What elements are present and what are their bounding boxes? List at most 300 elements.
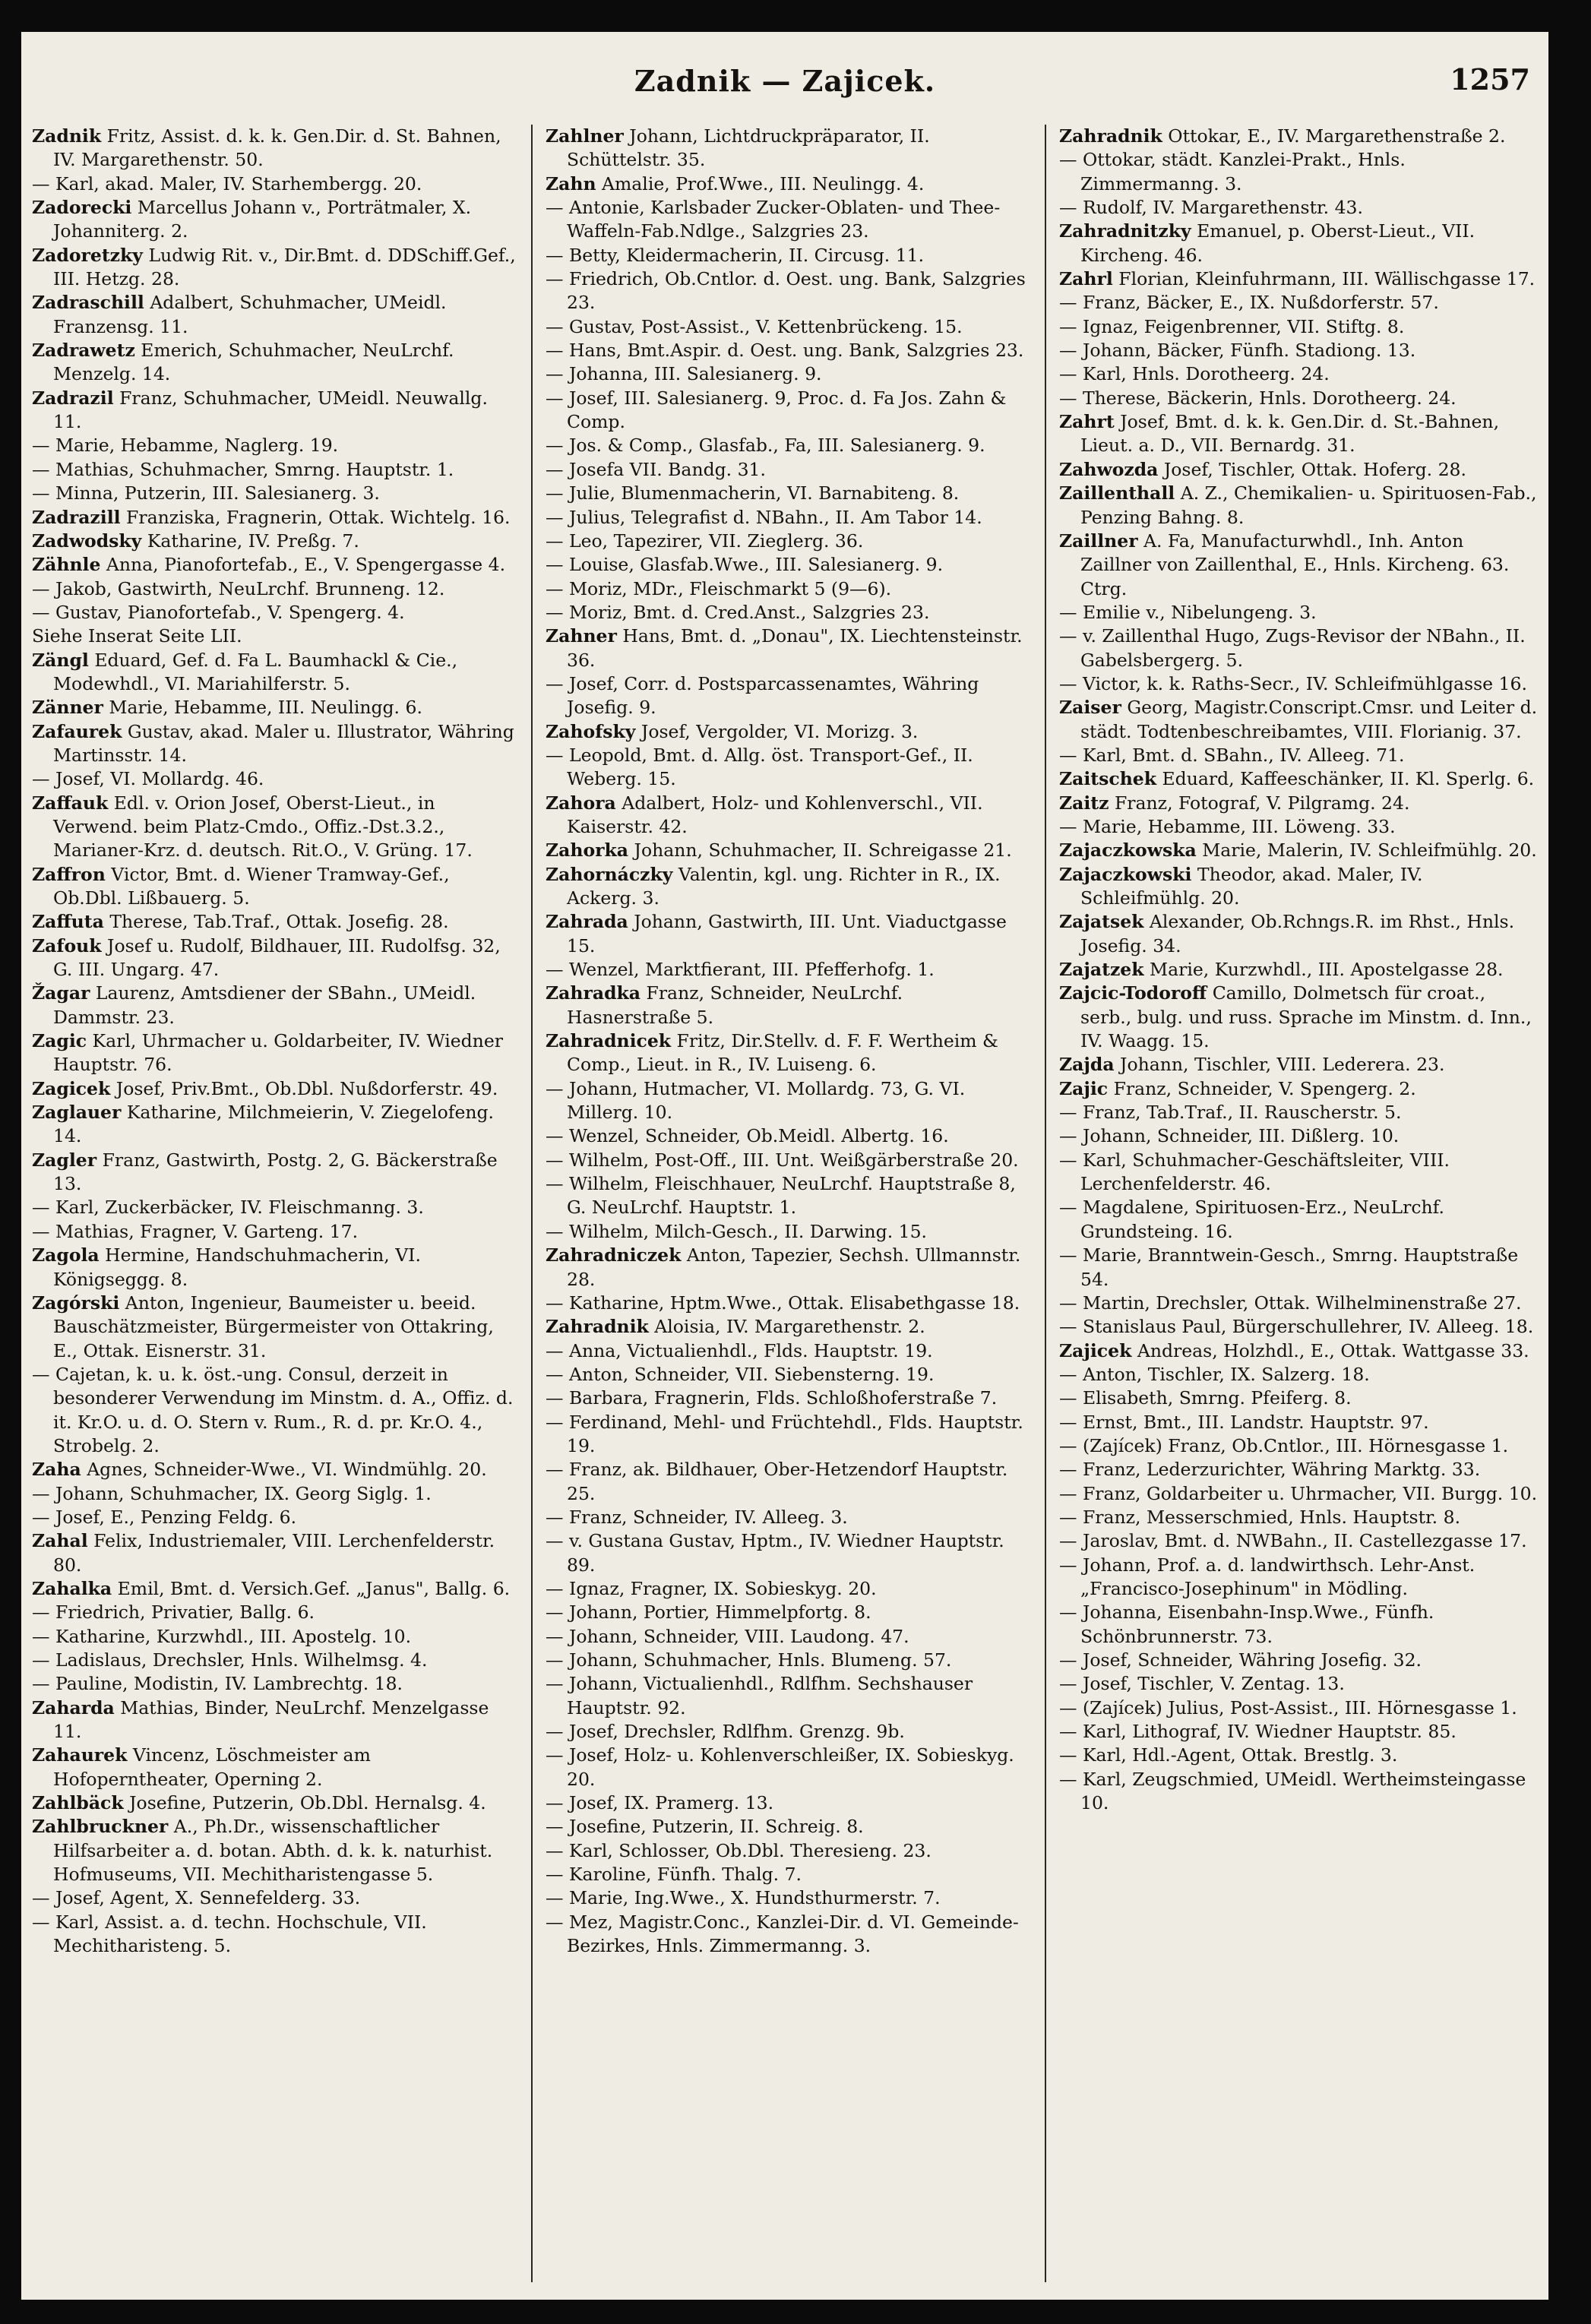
- entry-surname: Zahradniczek: [546, 1244, 682, 1266]
- entry-details: Franz, Schneider, NeuLrchf. Hasnerstraße 5.: [567, 982, 903, 1028]
- entry-details: Johann, Schuhmacher, II. Schreigasse 21.: [634, 839, 1012, 862]
- directory-entry: [546, 339, 1032, 362]
- entry-details: — Josef, III. Salesianerg. 9, Proc. d. Fa Jos. Zahn & Comp.: [546, 387, 1007, 433]
- entry-details: — Jaroslav, Bmt. d. NWBahn., II. Castellezgasse 17.: [1059, 1530, 1527, 1552]
- running-head: Zadnik — Zajicek.: [634, 64, 936, 98]
- directory-entry: [546, 1529, 1032, 1577]
- directory-entry: [1059, 1434, 1538, 1458]
- entry-surname: Zahorka: [546, 839, 629, 862]
- directory-entry: [1059, 196, 1538, 220]
- directory-entry: [546, 267, 1032, 315]
- entry-surname: Zajaczkowska: [1059, 839, 1197, 862]
- directory-entry: [32, 1029, 518, 1077]
- directory-entry: [1059, 982, 1538, 1053]
- entry-details: Fritz, Assist. d. k. k. Gen.Dir. d. St. Bahnen, IV. Margarethenstr. 50.: [53, 125, 501, 171]
- entry-details: — (Zajícek) Franz, Ob.Cntlor., III. Hörnesgasse 1.: [1059, 1434, 1509, 1456]
- entry-details: Hans, Bmt. d. „Donau", IX. Liechtensteinstr. 36.: [567, 625, 1023, 671]
- directory-entry: [32, 1292, 518, 1363]
- page-header: [21, 53, 1548, 114]
- entry-details: Felix, Industriemaler, VIII. Lerchenfelderstr. 80.: [53, 1530, 495, 1576]
- directory-entry: [546, 458, 1032, 482]
- directory-entry: [32, 649, 518, 697]
- entry-details: Hermine, Handschuhmacherin, VI. Königseggg. 8.: [53, 1244, 421, 1290]
- entry-details: — Wenzel, Schneider, Ob.Meidl. Albertg. 16.: [546, 1125, 949, 1147]
- entry-details: Agnes, Schneider-Wwe., VI. Windmühlg. 20.: [87, 1459, 487, 1481]
- entry-surname: Zahradnik: [1059, 125, 1162, 147]
- entry-details: — Rudolf, IV. Margarethenstr. 43.: [1059, 197, 1363, 219]
- entry-details: — Leo, Tapezirer, VII. Zieglerg. 36.: [546, 530, 864, 552]
- entry-details: — Karl, Zeugschmied, UMeidl. Wertheimsteingasse 10.: [1059, 1768, 1526, 1814]
- entry-details: — Josefine, Putzerin, II. Schreig. 8.: [546, 1816, 864, 1838]
- entry-details: Andreas, Holzhdl., E., Ottak. Wattgasse 33.: [1137, 1339, 1529, 1361]
- entry-surname: Zagler: [32, 1149, 97, 1171]
- directory-entry: [1059, 624, 1538, 672]
- directory-entry: [32, 1506, 518, 1529]
- directory-entry: [546, 1339, 1032, 1363]
- directory-entry: [1059, 315, 1538, 339]
- entry-details: Josefine, Putzerin, Ob.Dbl. Hernalsg. 4.: [129, 1792, 486, 1814]
- entry-details: Marie, Hebamme, III. Neulingg. 6.: [109, 697, 422, 719]
- directory-entry: [32, 291, 518, 339]
- entry-details: Johann, Tischler, VIII. Lederera. 23.: [1120, 1054, 1445, 1076]
- directory-entry: [546, 982, 1032, 1029]
- entry-details: — Marie, Hebamme, III. Löweng. 33.: [1059, 815, 1396, 837]
- entry-details: — Julius, Telegrafist d. NBahn., II. Am Tabor 14.: [546, 506, 982, 528]
- directory-entry: [32, 434, 518, 457]
- entry-surname: Zadrawetz: [32, 340, 135, 362]
- entry-surname: Zahwozda: [1059, 458, 1159, 480]
- entry-details: — Cajetan, k. u. k. öst.-ung. Consul, derzeit in besonderer Verwendung im Minstm. d. A., Offiz. d. it. Kr.O. u. d. O. Stern v. Rum., R. d. pr. Kr.O. 4., Strobelg. 2.: [32, 1363, 514, 1456]
- entry-details: — Josef, IX. Pramerg. 13.: [546, 1792, 774, 1814]
- entry-details: Josef u. Rudolf, Bildhauer, III. Rudolfsg. 32, G. III. Ungarg. 47.: [53, 934, 501, 981]
- entry-details: Emil, Bmt. d. Versich.Gef. „Janus", Ballg. 6.: [117, 1577, 511, 1599]
- entry-details: A. Z., Chemikalien- u. Spirituosen-Fab., Penzing Bahng. 8.: [1080, 482, 1537, 528]
- directory-entry: [32, 1696, 518, 1744]
- entry-surname: Zadnik: [32, 125, 102, 147]
- directory-entry: [546, 482, 1032, 505]
- directory-entry: [32, 1625, 518, 1649]
- directory-entry: [32, 863, 518, 911]
- directory-entry: [546, 196, 1032, 244]
- directory-entry: [1059, 1244, 1538, 1292]
- directory-entry: [546, 672, 1032, 720]
- directory-entry: [32, 1815, 518, 1886]
- entry-details: Franz, Schneider, V. Spengerg. 2.: [1113, 1077, 1416, 1099]
- entry-surname: Zahornáczky: [546, 863, 673, 885]
- entry-details: Camillo, Dolmetsch für croat., serb., bulg. und russ. Sprache im Minstm. d. Inn., IV. Waagg. 15.: [1080, 982, 1532, 1052]
- entry-surname: Zahaurek: [32, 1744, 128, 1766]
- directory-entry: [1059, 1363, 1538, 1386]
- entry-details: — Minna, Putzerin, III. Salesianerg. 3.: [32, 482, 380, 504]
- entry-details: Franziska, Fragnerin, Ottak. Wichtelg. 16.: [126, 506, 511, 528]
- entry-details: Therese, Tab.Traf., Ottak. Josefig. 28.: [109, 911, 449, 933]
- directory-entry: [546, 387, 1032, 435]
- entry-details: — Franz, Schneider, IV. Alleeg. 3.: [546, 1506, 848, 1528]
- directory-entry: [1059, 1292, 1538, 1315]
- directory-entry: [546, 1649, 1032, 1672]
- entry-details: — Ernst, Bmt., III. Landstr. Hauptstr. 97.: [1059, 1411, 1429, 1433]
- entry-surname: Zaharda: [32, 1696, 115, 1718]
- directory-entry: [32, 506, 518, 530]
- entry-surname: Zagórski: [32, 1292, 120, 1314]
- entry-details: Aloisia, IV. Margarethenstr. 2.: [654, 1316, 925, 1338]
- column-1: [32, 125, 518, 2286]
- entry-details: Ottokar, E., IV. Margarethenstraße 2.: [1168, 125, 1506, 147]
- directory-entry: [1059, 1053, 1538, 1077]
- directory-entry: [546, 1386, 1032, 1410]
- entry-details: — Johann, Prof. a. d. landwirthsch. Lehr-Anst. „Francisco-Josephinum" in Mödling.: [1059, 1554, 1476, 1599]
- directory-entry: [546, 1815, 1032, 1839]
- directory-entry: [1059, 1649, 1538, 1672]
- entry-surname: Zänner: [32, 697, 103, 719]
- entry-details: — Emilie v., Nibelungeng. 3.: [1059, 601, 1317, 623]
- column-divider: [1045, 125, 1046, 2282]
- column-divider: [531, 125, 533, 2282]
- directory-entry: [32, 482, 518, 505]
- entry-details: — Wilhelm, Fleischhauer, NeuLrchf. Hauptstraße 8, G. NeuLrchf. Hauptstr. 1.: [546, 1173, 1016, 1219]
- directory-entry: [1059, 125, 1538, 148]
- entry-details: — Franz, Messerschmied, Hnls. Hauptstr. 8.: [1059, 1506, 1461, 1528]
- directory-entry: [546, 1672, 1032, 1720]
- directory-entry: [32, 720, 518, 768]
- entry-surname: Zadoretzky: [32, 244, 143, 266]
- entry-details: Fritz, Dir.Stellv. d. F. F. Wertheim & Comp., Lieut. in R., IV. Luiseng. 6.: [567, 1030, 998, 1076]
- entry-details: — Johann, Schuhmacher, IX. Georg Siglg. 1.: [32, 1482, 432, 1504]
- entry-details: Marie, Kurzwhdl., III. Apostelgasse 28.: [1150, 959, 1504, 981]
- directory-entry: [32, 1529, 518, 1577]
- entry-details: Laurenz, Amtsdiener der SBahn., UMeidl. Dammstr. 23.: [53, 982, 476, 1028]
- directory-entry: [1059, 1315, 1538, 1339]
- directory-entry: [32, 458, 518, 482]
- entry-details: — v. Gustana Gustav, Hptm., IV. Wiedner Hauptstr. 89.: [546, 1530, 1004, 1576]
- directory-entry: [32, 1601, 518, 1624]
- directory-entry: [1059, 1696, 1538, 1720]
- directory-entry: [32, 1482, 518, 1506]
- entry-details: — Ferdinand, Mehl- und Früchtehdl., Flds. Hauptstr. 19.: [546, 1411, 1023, 1456]
- directory-entry: [32, 339, 518, 387]
- directory-entry: [546, 530, 1032, 553]
- entry-surname: Zahn: [546, 172, 596, 194]
- column-3: [1059, 125, 1538, 2286]
- directory-entry: [546, 244, 1032, 267]
- directory-entry: [1059, 672, 1538, 696]
- entry-details: — Betty, Kleidermacherin, II. Circusg. 11.: [546, 244, 925, 266]
- entry-details: A. Fa, Manufacturwhdl., Inh. Anton Zaillner von Zaillenthal, E., Hnls. Kircheng. 63. Ctrg.: [1080, 530, 1510, 599]
- directory-entry: [546, 1506, 1032, 1529]
- directory-entry: [1059, 1720, 1538, 1744]
- directory-entry: [32, 1077, 518, 1101]
- directory-entry: [1059, 958, 1538, 982]
- entry-details: Alexander, Ob.Rchngs.R. im Rhst., Hnls. Josefig. 34.: [1080, 911, 1515, 956]
- entry-surname: Zahlbäck: [32, 1792, 124, 1814]
- entry-details: — Josef, Drechsler, Rdlfhm. Grenzg. 9b.: [546, 1721, 905, 1743]
- directory-entry: [1059, 767, 1538, 791]
- entry-details: Karl, Uhrmacher u. Goldarbeiter, IV. Wiedner Hauptstr. 76.: [53, 1030, 503, 1076]
- directory-entry: [32, 1363, 518, 1458]
- directory-entry: [546, 125, 1032, 172]
- entry-details: — Friedrich, Ob.Cntlor. d. Oest. ung. Bank, Salzgries 23.: [546, 268, 1026, 314]
- entry-details: — (Zajícek) Julius, Post-Assist., III. Hörnesgasse 1.: [1059, 1696, 1517, 1718]
- entry-surname: Zahner: [546, 625, 617, 647]
- entry-surname: Zadraschill: [32, 292, 144, 314]
- entry-details: — Katharine, Kurzwhdl., III. Apostelg. 10.: [32, 1625, 412, 1647]
- directory-entry: [546, 839, 1032, 862]
- directory-entry: [1059, 1744, 1538, 1767]
- entry-surname: Žagar: [32, 982, 90, 1004]
- entry-details: — Gustav, Post-Assist., V. Kettenbrückeng. 15.: [546, 315, 963, 337]
- entry-details: Gustav, akad. Maler u. Illustrator, Währing Martinsstr. 14.: [53, 720, 514, 766]
- entry-details: Florian, Kleinfuhrmann, III. Wällischgasse 17.: [1118, 268, 1536, 290]
- entry-details: — Gustav, Pianofortefab., V. Spengerg. 4.: [32, 601, 405, 623]
- entry-surname: Zahrt: [1059, 411, 1115, 433]
- directory-entry: [1059, 1601, 1538, 1649]
- directory-entry: [32, 1649, 518, 1672]
- entry-details: — Josef, Tischler, V. Zentag. 13.: [1059, 1673, 1345, 1695]
- directory-entry: [546, 1244, 1032, 1292]
- directory-entry: [1059, 1149, 1538, 1197]
- entry-details: — Anna, Victualienhdl., Flds. Hauptstr. 19.: [546, 1339, 933, 1361]
- entry-details: — Karl, Schlosser, Ob.Dbl. Theresieng. 23.: [546, 1839, 932, 1861]
- entry-details: — Mathias, Fragner, V. Garteng. 17.: [32, 1220, 359, 1242]
- directory-entry: [1059, 1506, 1538, 1529]
- directory-entry: [546, 577, 1032, 601]
- directory-entry: [1059, 696, 1538, 744]
- entry-details: — Josef, Schneider, Währing Josefig. 32.: [1059, 1649, 1422, 1671]
- directory-entry: [546, 1863, 1032, 1886]
- entry-details: — Marie, Branntwein-Gesch., Smrng. Hauptstraße 54.: [1059, 1244, 1519, 1290]
- directory-entry: [1059, 1482, 1538, 1506]
- directory-entry: [546, 1791, 1032, 1815]
- directory-entry: [32, 1458, 518, 1481]
- directory-entry: [1059, 410, 1538, 458]
- directory-entry: [546, 434, 1032, 457]
- directory-entry: [546, 744, 1032, 792]
- directory-entry: [32, 1791, 518, 1815]
- directory-entry: [546, 1124, 1032, 1148]
- directory-entry: [1059, 291, 1538, 315]
- directory-entry: [1059, 863, 1538, 911]
- entry-details: — Elisabeth, Smrng. Pfeiferg. 8.: [1059, 1387, 1352, 1409]
- entry-details: Victor, Bmt. d. Wiener Tramway-Gef., Ob.Dbl. Lißbauerg. 5.: [53, 863, 450, 909]
- entry-surname: Zahrada: [546, 911, 628, 933]
- directory-entry: [546, 362, 1032, 386]
- entry-details: — Johann, Schneider, III. Dißlerg. 10.: [1059, 1125, 1400, 1147]
- entry-details: Edl. v. Orion Josef, Oberst-Lieut., in Verwend. beim Platz-Cmdo., Offiz.-Dst.3.2., Marianer-Krz. d. deutsch. Rit.O., V. Grüng. 17.: [53, 792, 473, 862]
- directory-entry: [1059, 1077, 1538, 1101]
- entry-details: Georg, Magistr.Conscript.Cmsr. und Leiter d. städt. Todtenbeschreibamtes, VIII. Florianig. 37.: [1080, 697, 1538, 742]
- directory-entry: [32, 1196, 518, 1219]
- entry-surname: Zajatzek: [1059, 959, 1144, 981]
- entry-surname: Zahalka: [32, 1577, 112, 1599]
- column-2: [546, 125, 1032, 2286]
- entry-surname: Zafaurek: [32, 720, 122, 742]
- directory-entry: [32, 1149, 518, 1197]
- entry-details: — Josefa VII. Bandg. 31.: [546, 458, 766, 480]
- entry-details: Marcellus Johann v., Porträtmaler, X. Johanniterg. 2.: [53, 197, 472, 242]
- entry-details: — Josef, E., Penzing Feldg. 6.: [32, 1506, 297, 1528]
- entry-details: Eduard, Kaffeeschänker, II. Kl. Sperlg. 6.: [1162, 768, 1535, 790]
- entry-details: Amalie, Prof.Wwe., III. Neulingg. 4.: [602, 172, 925, 194]
- entry-details: — Ignaz, Fragner, IX. Sobieskyg. 20.: [546, 1577, 877, 1599]
- directory-page: [21, 32, 1548, 2300]
- entry-details: — Antonie, Karlsbader Zucker-Oblaten- und Thee-Waffeln-Fab.Ndlge., Salzgries 23.: [546, 197, 1001, 242]
- entry-details: — Franz, Bäcker, E., IX. Nußdorferstr. 57.: [1059, 292, 1439, 314]
- directory-entry: [546, 1292, 1032, 1315]
- directory-entry: [546, 172, 1032, 196]
- entry-details: — Johann, Hutmacher, VI. Mollardg. 73, G. VI. Millerg. 10.: [546, 1077, 966, 1124]
- directory-entry: [546, 315, 1032, 339]
- entry-details: — Franz, Goldarbeiter u. Uhrmacher, VII. Burgg. 10.: [1059, 1482, 1538, 1504]
- directory-entry: [1059, 387, 1538, 410]
- entry-details: — Johann, Schuhmacher, Hnls. Blumeng. 57.: [546, 1649, 952, 1671]
- directory-entry: [32, 1744, 518, 1791]
- entry-details: — Stanislaus Paul, Bürgerschullehrer, IV. Alleeg. 18.: [1059, 1316, 1534, 1338]
- entry-surname: Zaffuta: [32, 911, 104, 933]
- entry-surname: Zagic: [32, 1030, 87, 1052]
- entry-surname: Zajicek: [1059, 1339, 1132, 1361]
- directory-entry: [32, 934, 518, 982]
- entry-details: — Anton, Tischler, IX. Salzerg. 18.: [1059, 1363, 1370, 1385]
- directory-entry: [1059, 792, 1538, 815]
- directory-entry: [546, 1577, 1032, 1601]
- directory-entry: [1059, 1529, 1538, 1553]
- entry-details: Siehe Inserat Seite LII.: [32, 625, 242, 647]
- directory-entry: [546, 863, 1032, 911]
- entry-surname: Zaiser: [1059, 697, 1121, 719]
- directory-entry: [1059, 601, 1538, 624]
- directory-entry: [546, 1172, 1032, 1220]
- entry-details: Eduard, Gef. d. Fa L. Baumhackl & Cie., Modewhdl., VI. Mariahilferstr. 5.: [53, 649, 458, 694]
- entry-details: Emerich, Schuhmacher, NeuLrchf. Menzelg. 14.: [53, 340, 454, 385]
- entry-surname: Zahrl: [1059, 268, 1113, 290]
- directory-entry: [32, 982, 518, 1029]
- directory-entry: [32, 1220, 518, 1244]
- directory-columns: [32, 125, 1538, 2286]
- entry-details: — Karl, Hdl.-Agent, Ottak. Brestlg. 3.: [1059, 1744, 1398, 1766]
- entry-surname: Zajatsek: [1059, 911, 1144, 933]
- entry-surname: Zaillenthall: [1059, 482, 1175, 504]
- directory-entry: [1059, 910, 1538, 958]
- directory-entry: [546, 1911, 1032, 1959]
- entry-details: A., Ph.Dr., wissenschaftlicher Hilfsarbeiter a. d. botan. Abth. d. k. k. naturhist. Hofmuseums, VII. Mechitharistengasse 5.: [53, 1816, 493, 1886]
- entry-details: Adalbert, Holz- und Kohlenverschl., VII. Kaiserstr. 42.: [567, 792, 983, 837]
- entry-details: — Mathias, Schuhmacher, Smrng. Hauptstr. 1.: [32, 458, 454, 480]
- directory-entry: [1059, 362, 1538, 386]
- entry-details: — Franz, Tab.Traf., II. Rauscherstr. 5.: [1059, 1102, 1402, 1124]
- directory-entry: [32, 910, 518, 934]
- entry-details: Ludwig Rit. v., Dir.Bmt. d. DDSchiff.Gef., III. Hetzg. 28.: [53, 244, 516, 290]
- entry-details: Marie, Malerin, IV. Schleifmühlg. 20.: [1202, 839, 1537, 862]
- entry-details: — Martin, Drechsler, Ottak. Wilhelminenstraße 27.: [1059, 1292, 1522, 1314]
- directory-entry: [1059, 1554, 1538, 1602]
- entry-details: Josef, Bmt. d. k. k. Gen.Dir. d. St.-Bahnen, Lieut. a. D., VII. Bernardg. 31.: [1080, 411, 1500, 457]
- entry-surname: Zahradka: [546, 982, 641, 1004]
- entry-surname: Zaillner: [1059, 530, 1138, 552]
- directory-entry: [32, 244, 518, 292]
- directory-entry: [546, 1149, 1032, 1172]
- entry-details: — Karl, Schuhmacher-Geschäftsleiter, VIII. Lerchenfelderstr. 46.: [1059, 1149, 1450, 1195]
- entry-surname: Zahradnitzky: [1059, 220, 1191, 242]
- entry-details: Johann, Lichtdruckpräparator, II. Schüttelstr. 35.: [567, 125, 930, 171]
- entry-surname: Zagicek: [32, 1077, 111, 1099]
- entry-details: Katharine, Milchmeierin, V. Ziegelofeng. 14.: [53, 1102, 495, 1147]
- directory-entry: [546, 624, 1032, 672]
- entry-details: — Karl, Zuckerbäcker, IV. Fleischmanng. 3.: [32, 1197, 424, 1219]
- entry-details: Johann, Gastwirth, III. Unt. Viaductgasse 15.: [567, 911, 1007, 956]
- entry-details: — Karl, Hnls. Dorotheerg. 24.: [1059, 363, 1330, 385]
- entry-details: — Barbara, Fragnerin, Flds. Schloßhoferstraße 7.: [546, 1387, 998, 1409]
- entry-surname: Zadorecki: [32, 197, 132, 219]
- entry-surname: Zaha: [32, 1459, 81, 1481]
- entry-surname: Zängl: [32, 649, 89, 671]
- entry-details: Emanuel, p. Oberst-Lieut., VII. Kircheng. 46.: [1080, 220, 1476, 266]
- entry-details: Adalbert, Schuhmacher, UMeidl. Franzensg. 11.: [53, 292, 447, 337]
- directory-entry: [1059, 1672, 1538, 1696]
- entry-details: Josef, Tischler, Ottak. Hoferg. 28.: [1163, 458, 1466, 480]
- entry-details: Josef, Vergolder, VI. Morizg. 3.: [641, 720, 919, 742]
- entry-details: — Victor, k. k. Raths-Secr., IV. Schleifmühlgasse 16.: [1059, 672, 1527, 694]
- directory-entry: [1059, 482, 1538, 530]
- directory-entry: [32, 767, 518, 791]
- entry-details: — Karoline, Fünfh. Thalg. 7.: [546, 1864, 802, 1886]
- directory-entry: [32, 1244, 518, 1292]
- entry-details: — Marie, Ing.Wwe., X. Hundsthurmerstr. 7.: [546, 1887, 941, 1909]
- directory-entry: [32, 577, 518, 601]
- directory-entry: [32, 172, 518, 196]
- entry-details: — Moriz, MDr., Fleischmarkt 5 (9—6).: [546, 577, 892, 599]
- directory-entry: [1059, 1386, 1538, 1410]
- entry-details: — Jakob, Gastwirth, NeuLrchf. Brunneng. 12.: [32, 577, 445, 599]
- directory-entry: [546, 1601, 1032, 1624]
- entry-surname: Zaglauer: [32, 1102, 122, 1124]
- entry-details: Anna, Pianofortefab., E., V. Spengergasse 4.: [106, 554, 506, 576]
- entry-details: — Pauline, Modistin, IV. Lambrechtg. 18.: [32, 1673, 403, 1695]
- entry-details: — Therese, Bäckerin, Hnls. Dorotheerg. 24.: [1059, 387, 1457, 409]
- entry-surname: Zaffauk: [32, 792, 109, 814]
- entry-details: — Leopold, Bmt. d. Allg. öst. Transport-Gef., II. Weberg. 15.: [546, 744, 973, 790]
- entry-details: — Karl, akad. Maler, IV. Starhembergg. 20.: [32, 172, 422, 194]
- entry-details: — Johann, Schneider, VIII. Laudong. 47.: [546, 1625, 909, 1647]
- directory-entry: [32, 387, 518, 435]
- entry-details: — Josef, VI. Mollardg. 46.: [32, 768, 264, 790]
- directory-entry: [546, 792, 1032, 839]
- entry-details: — Johanna, III. Salesianerg. 9.: [546, 363, 822, 385]
- entry-details: Franz, Schuhmacher, UMeidl. Neuwallg. 11.: [53, 387, 488, 433]
- entry-details: — Friedrich, Privatier, Ballg. 6.: [32, 1602, 315, 1624]
- entry-details: Katharine, IV. Preßg. 7.: [147, 530, 359, 552]
- directory-entry: [546, 720, 1032, 744]
- directory-entry: [546, 1458, 1032, 1506]
- entry-surname: Zajcic-Todoroff: [1059, 982, 1207, 1004]
- entry-surname: Zadwodsky: [32, 530, 142, 552]
- directory-entry: [1059, 1101, 1538, 1124]
- entry-details: — Franz, ak. Bildhauer, Ober-Hetzendorf Hauptstr. 25.: [546, 1459, 1008, 1504]
- entry-details: — Magdalene, Spirituosen-Erz., NeuLrchf. Grundsteing. 16.: [1059, 1197, 1444, 1242]
- directory-entry: [546, 601, 1032, 624]
- entry-details: — Ladislaus, Drechsler, Hnls. Wilhelmsg. 4.: [32, 1649, 428, 1671]
- directory-entry: [32, 196, 518, 244]
- entry-details: — Karl, Assist. a. d. techn. Hochschule, VII. Mechitharisteng. 5.: [32, 1911, 427, 1957]
- entry-surname: Zajaczkowski: [1059, 863, 1192, 885]
- directory-entry: [32, 1911, 518, 1959]
- entry-details: Franz, Gastwirth, Postg. 2, G. Bäckerstraße 13.: [53, 1149, 498, 1195]
- entry-surname: Zaitschek: [1059, 768, 1157, 790]
- entry-details: — Josef, Corr. d. Postsparcassenamtes, Währing Josefig. 9.: [546, 672, 979, 719]
- directory-entry: [546, 958, 1032, 982]
- directory-entry: [1059, 815, 1538, 839]
- entry-surname: Zaffron: [32, 863, 106, 885]
- entry-details: — Julie, Blumenmacherin, VI. Barnabiteng. 8.: [546, 482, 960, 504]
